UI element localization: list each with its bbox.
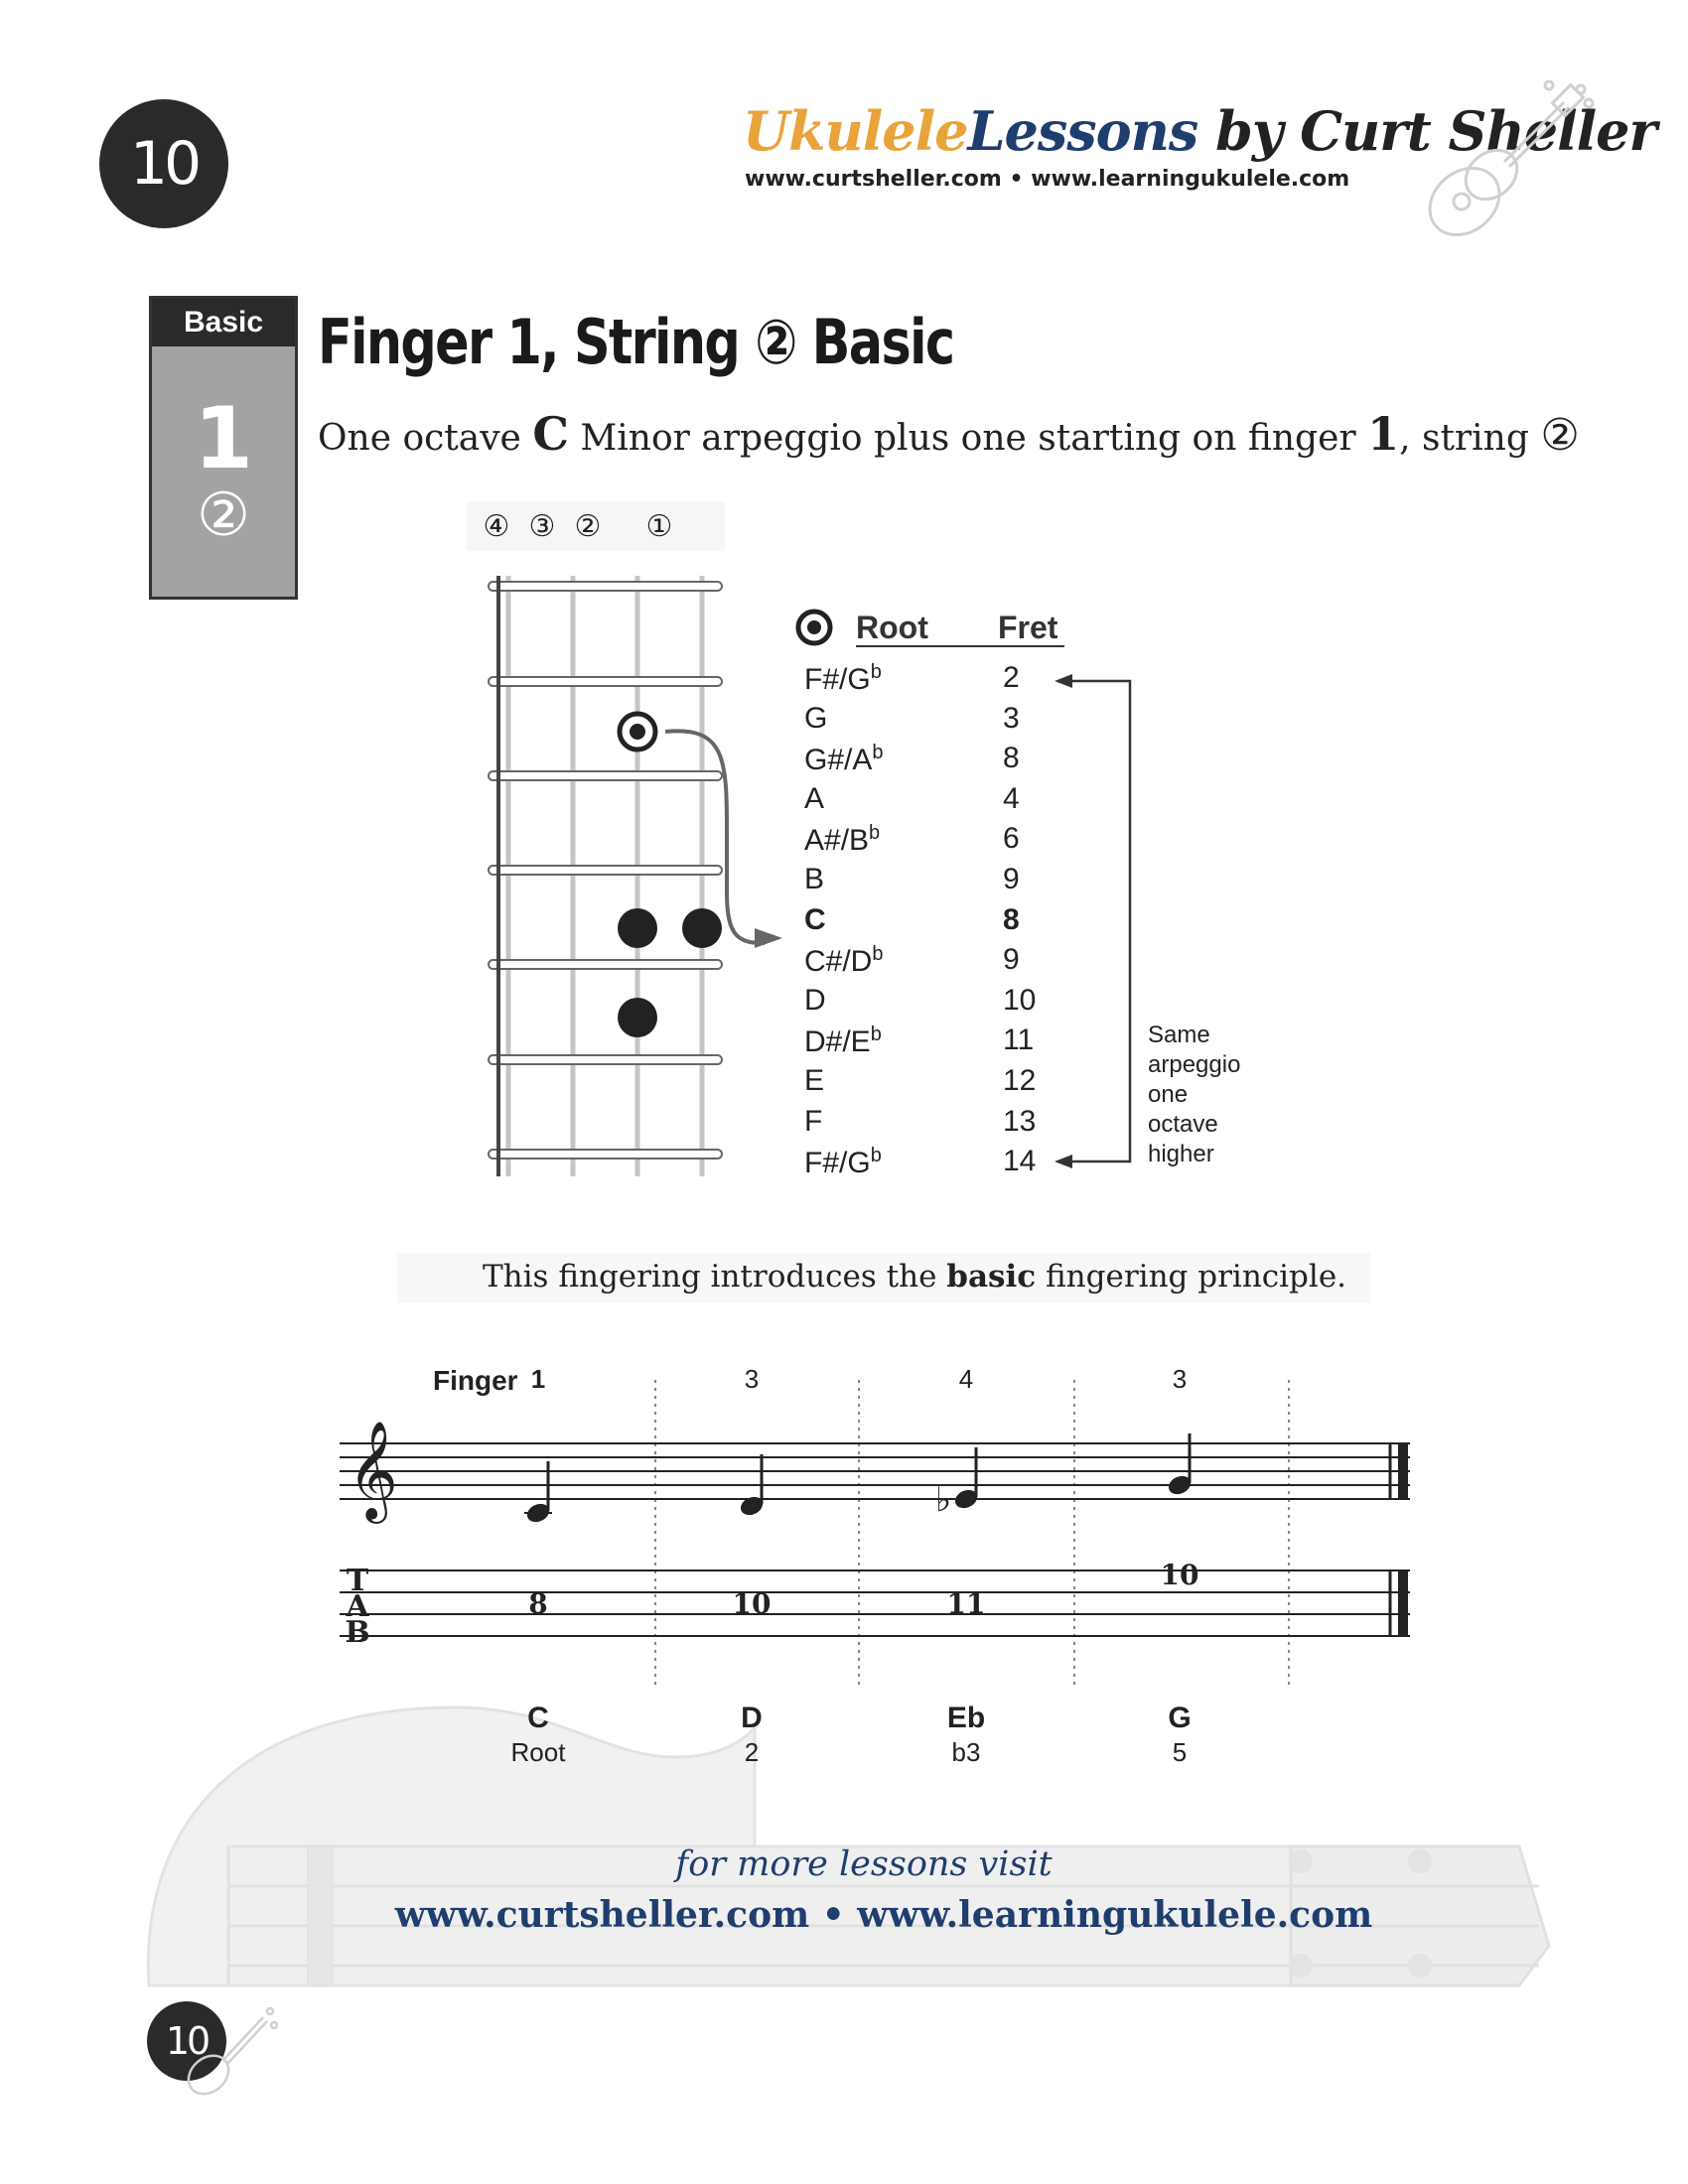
interval: 2	[744, 1737, 760, 1767]
note-line: Same	[1148, 1022, 1210, 1048]
ukulele-logo-icon	[1410, 77, 1599, 246]
root-note-name: A#/B	[804, 824, 870, 858]
root-note	[804, 702, 827, 736]
root-note-name: B	[804, 863, 825, 895]
note-name: Eb	[946, 1702, 986, 1734]
note-dot	[618, 998, 657, 1037]
fret-number: 11	[1003, 1024, 1035, 1057]
finger-number: 3	[744, 1364, 760, 1394]
string-label-2: ②	[574, 509, 602, 544]
root-note-name: C	[804, 902, 826, 936]
fret-number: 14	[1003, 1145, 1037, 1178]
brand-lessons-text: Lessons	[967, 99, 1198, 163]
interval: 5	[1172, 1737, 1188, 1767]
brand-ukulele-text: Ukulele	[743, 99, 968, 163]
footer-invite: for more lessons visit	[675, 1844, 1053, 1884]
note-name: G	[1168, 1702, 1192, 1734]
note-line: arpeggio	[1148, 1051, 1241, 1078]
root-note-name: G	[804, 701, 828, 735]
note-name: C	[527, 1702, 549, 1734]
root-note-name: D#/E	[804, 1025, 871, 1059]
fret-number: 13	[1003, 1104, 1037, 1138]
same-arpeggio-note	[1148, 1021, 1240, 1169]
flat-superscript: b	[870, 1145, 882, 1167]
root-note	[804, 863, 824, 896]
subtitle-key: C	[532, 407, 569, 461]
root-note	[804, 903, 826, 937]
note-dot	[682, 908, 722, 948]
tab-letter: T	[346, 1564, 369, 1598]
root-note	[804, 782, 824, 816]
note-line: one	[1148, 1081, 1189, 1108]
root-note	[804, 1024, 882, 1059]
root-note	[804, 1064, 824, 1098]
root-note	[804, 984, 826, 1018]
page-title: Finger 1, String ② Basic	[318, 306, 954, 378]
fret-number: 12	[1003, 1064, 1037, 1097]
side-tab	[149, 296, 298, 600]
finger-number: 1	[530, 1364, 546, 1394]
root-note-name: D	[804, 983, 826, 1017]
fret-number: 10	[1003, 983, 1037, 1017]
finger-number: 4	[958, 1364, 974, 1394]
root-note	[804, 661, 882, 697]
root-note	[804, 1105, 822, 1139]
root-note	[804, 1145, 882, 1180]
page-number-badge: 10	[99, 99, 228, 228]
subtitle-string: ②	[1540, 410, 1580, 461]
root-note	[804, 822, 880, 858]
treble-clef-icon: 𝄞	[348, 1421, 398, 1520]
fret-number: 8	[1003, 902, 1020, 936]
tab-fret: 11	[946, 1587, 986, 1620]
string-label-1: ①	[645, 509, 673, 544]
root-note	[804, 943, 883, 979]
root-note-name: F#/G	[804, 663, 871, 696]
arrow-to-c-icon	[755, 918, 784, 958]
footer-page-badge: 10	[147, 2001, 226, 2081]
mini-ukulele-icon	[179, 1995, 278, 2105]
caption-text-1: This fingering introduces the	[483, 1259, 947, 1295]
root-note-name: F	[804, 1104, 823, 1138]
caption-bold: basic	[946, 1259, 1037, 1295]
fretboard-diagram	[467, 501, 765, 1196]
fret-number: 6	[1003, 822, 1020, 856]
note-dot	[618, 908, 657, 948]
finger-label: Finger	[433, 1365, 518, 1396]
subtitle-text-3: , string	[1399, 418, 1541, 459]
flat-superscript: b	[869, 822, 881, 845]
subtitle-finger: 1	[1367, 407, 1400, 461]
interval: Root	[510, 1737, 566, 1767]
tab-fret: 10	[732, 1587, 772, 1620]
flat-superscript: b	[870, 1024, 882, 1046]
tab-letter: A	[346, 1589, 369, 1624]
subtitle-text-1: One octave	[318, 418, 533, 459]
tab-fret: 8	[528, 1587, 548, 1620]
note-name: D	[741, 1702, 763, 1734]
root-note-name: E	[804, 1064, 825, 1097]
subtitle-text-2: Minor arpeggio plus one starting on finger	[568, 418, 1368, 459]
header-urls: www.curtsheller.com • www.learningukulele.com	[745, 167, 1350, 192]
tab-fret: 10	[1160, 1559, 1199, 1591]
tab-letter: B	[345, 1615, 370, 1650]
fret-number: 4	[1003, 781, 1020, 815]
finger-number: 3	[1172, 1364, 1188, 1394]
octave-bracket-arrow	[1053, 665, 1152, 1181]
fret-number: 2	[1003, 661, 1020, 694]
fret-header: Fret	[998, 610, 1058, 645]
fret-number: 9	[1003, 943, 1020, 977]
side-tab-label: Basic	[152, 299, 295, 346]
root-note-name: G#/A	[804, 744, 873, 777]
flat-superscript: b	[872, 742, 884, 764]
notation-staff	[328, 1350, 1420, 1777]
root-header: Root	[856, 610, 928, 645]
root-note-name: A	[804, 781, 825, 815]
flat-icon: ♭	[935, 1480, 952, 1520]
fret-number: 8	[1003, 742, 1020, 775]
side-tab-string: ②	[197, 480, 250, 550]
flat-superscript: b	[872, 943, 884, 966]
root-note-name: F#/G	[804, 1147, 871, 1180]
interval: b3	[951, 1737, 981, 1767]
footer-urls: www.curtsheller.com • www.learningukulele.com	[394, 1894, 1373, 1936]
string-label-4: ④	[483, 509, 510, 544]
side-tab-finger: 1	[194, 389, 253, 488]
fret-number: 3	[1003, 701, 1020, 735]
root-marker-icon	[794, 608, 834, 647]
note-line: higher	[1148, 1141, 1214, 1167]
brand-author-text: by Curt Sheller	[1197, 99, 1656, 163]
string-label-3: ③	[528, 509, 556, 544]
root-note	[804, 742, 884, 777]
root-note-name: C#/D	[804, 945, 873, 979]
page-subtitle	[318, 407, 1580, 461]
fingering-caption	[483, 1259, 1346, 1295]
flat-superscript: b	[870, 661, 882, 683]
fret-number: 9	[1003, 863, 1020, 895]
note-line: octave	[1148, 1111, 1218, 1138]
caption-text-2: fingering principle.	[1036, 1259, 1347, 1295]
